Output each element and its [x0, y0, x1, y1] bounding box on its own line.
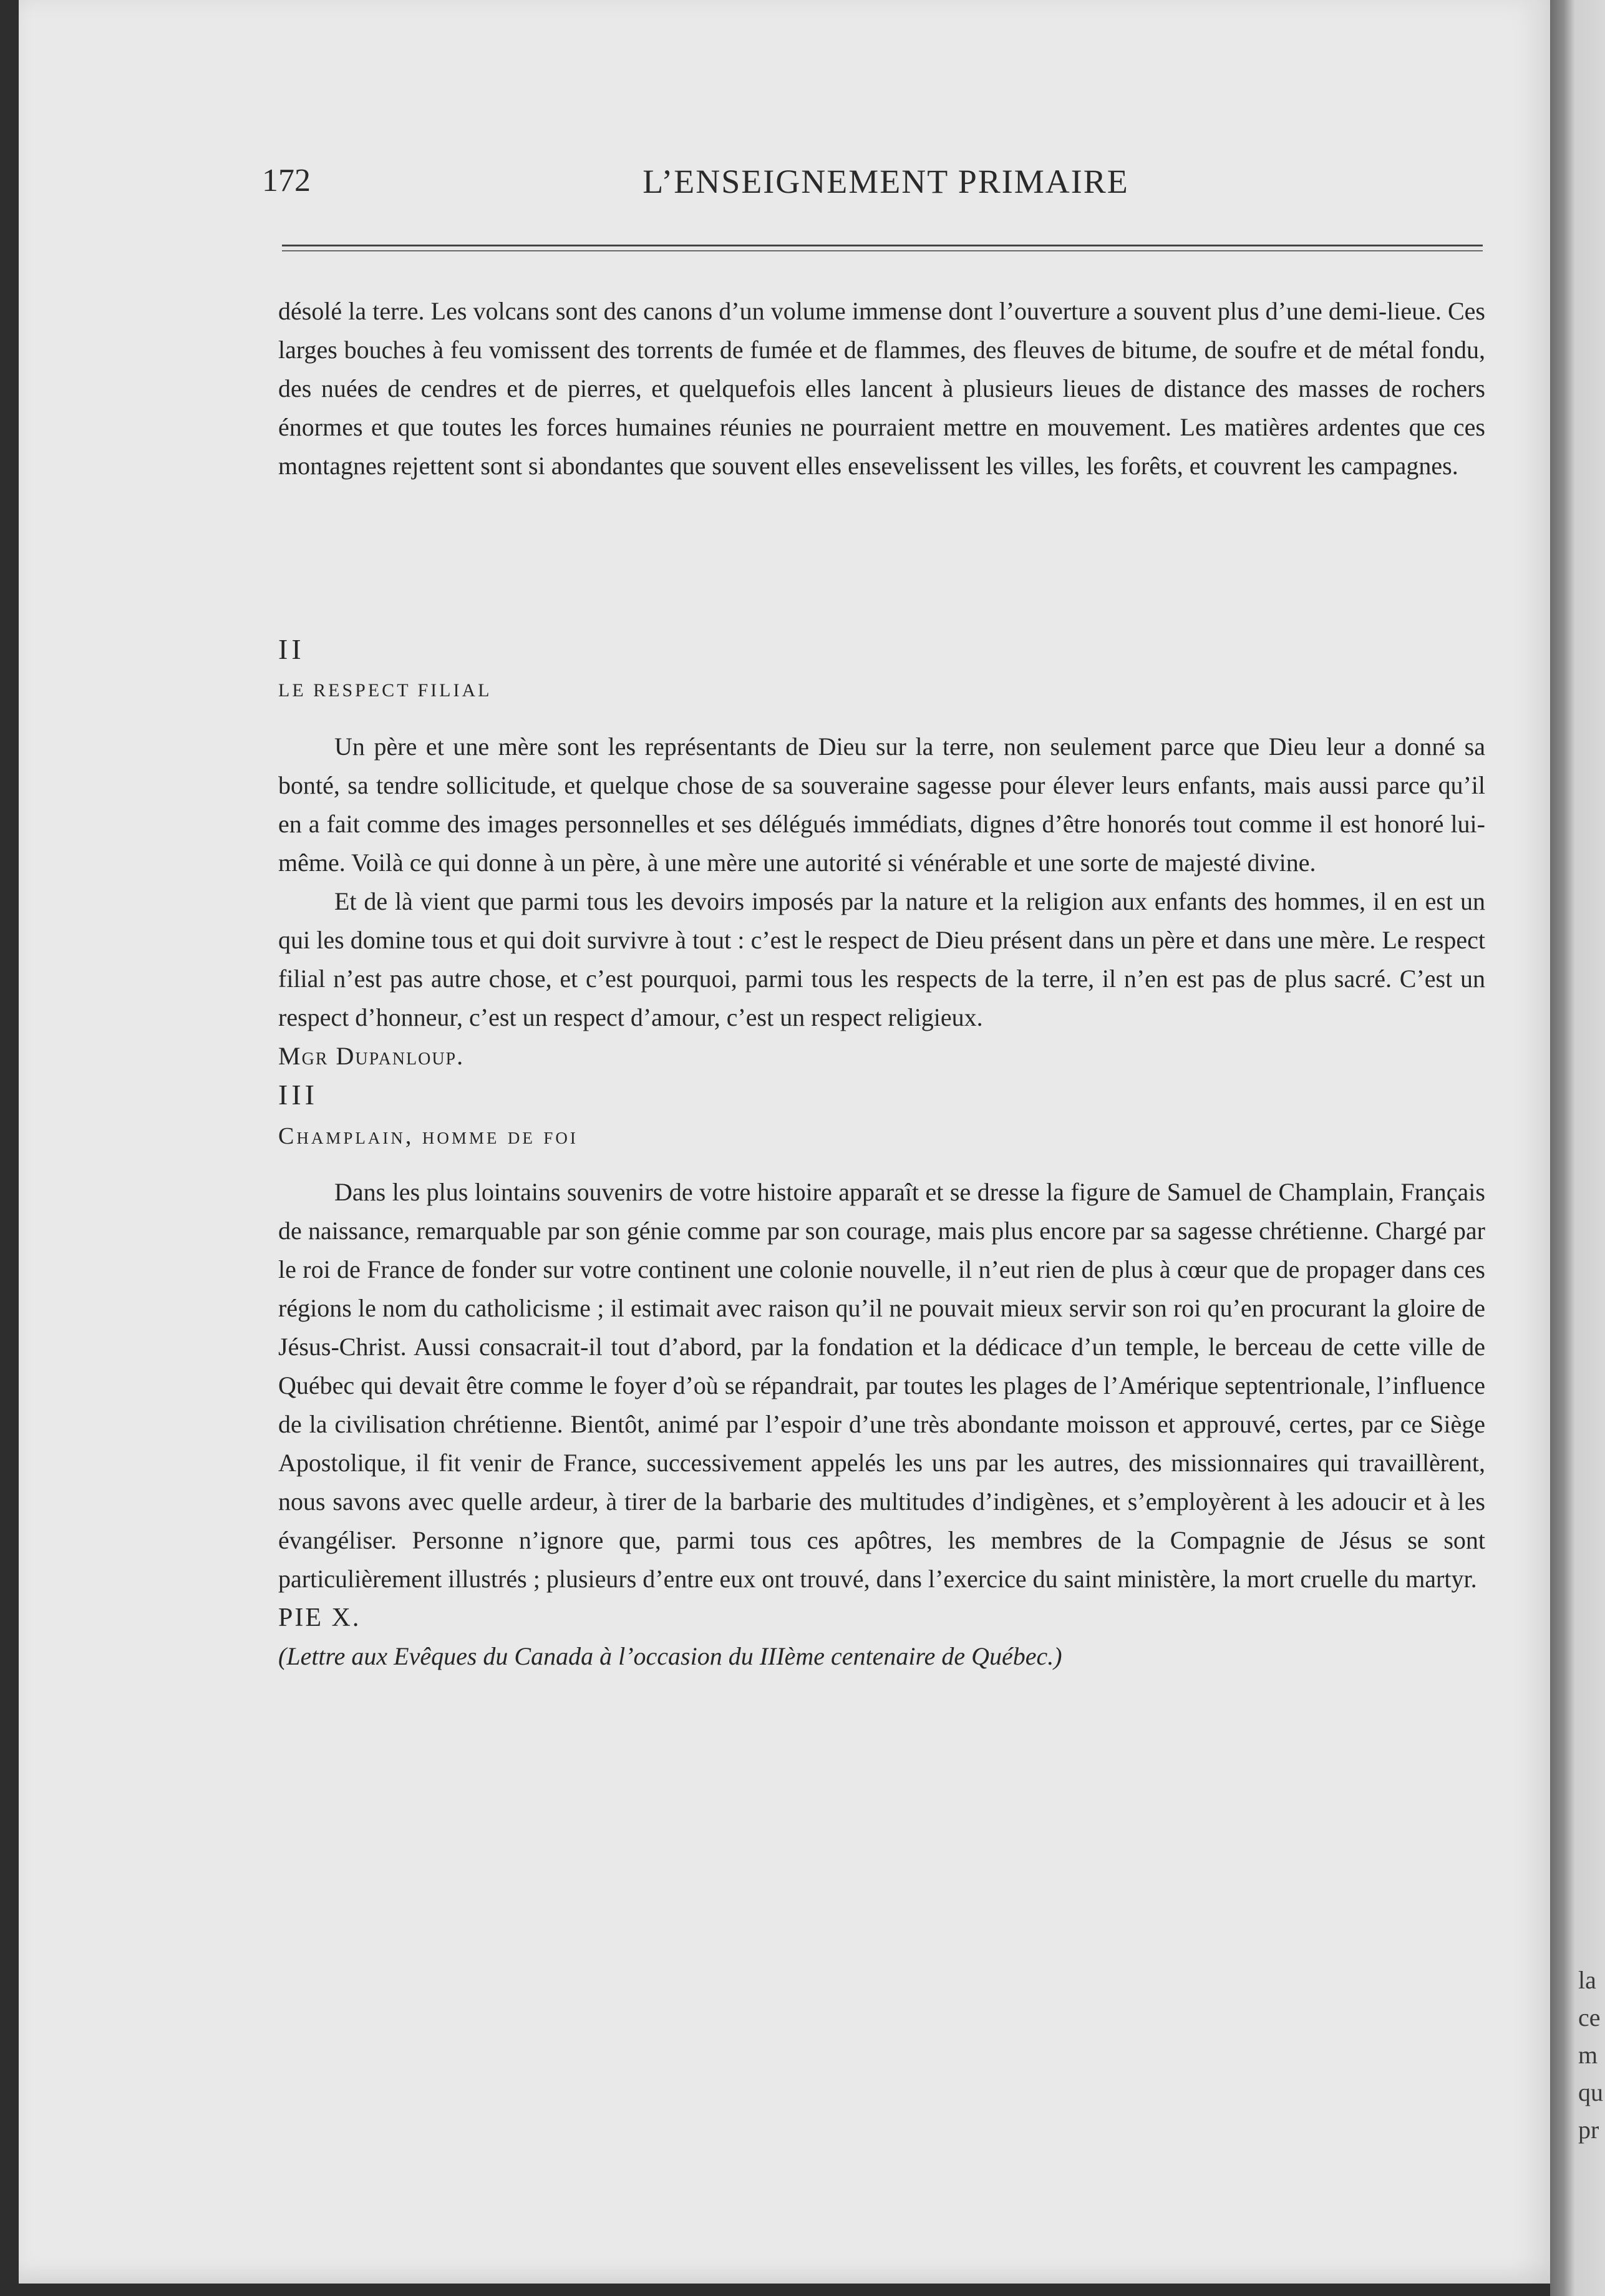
paragraph: Dans les plus lointains souvenirs de votre histoire apparaît et se dresse la figure de Samuel de Champlain, Français de naissance, remarquable par son génie comme par son courage, mais plus encore par sa sagesse chrétienne. Chargé par le roi de France de fonder sur votre continent une colonie nouvelle, il n’eut rien de plus à cœur que de propager dans ces régions le nom du catholicisme ; il estimait avec raison qu’il ne pouvait mieux servir son roi qu’en procurant la gloire de Jésus-Christ. Aussi consacrait-il tout d’abord, par la fondation et la dédicace d’un temple, le berceau de cette ville de Québec qui devait être comme le foyer d’où se répandrait, par toutes les plages de l’Amérique septentrionale, l’influence de la civilisation chrétienne. Bientôt, animé par l’espoir d’une très abondante moisson et approuvé, certes, par ce Siège Apostolique, il fit venir de France, successivement appelés les uns par les autres, des missionnaires qui travaillèrent, nous savons avec quelle ardeur, à tirer de la barbarie des multitudes d’indigènes, et s’employèrent à les adoucir et à les évangéliser. Personne n’ignore que, parmi tous ces apôtres, les membres de la Compagnie de Jésus se sont particulièrement illustrés ; plusieurs d’entre eux ont trouvé, dans l’exercice du saint ministère, la mort cruelle du martyr.: [278, 1178, 1485, 1593]
section-number: II: [278, 633, 305, 665]
page-number: 172: [262, 163, 311, 198]
paragraph: désolé la terre. Les volcans sont des canons d’un volume immense dont l’ouverture a souvent plus d’une demi-lieue. Ces larges bouches à feu vomissent des torrents de fumée et de flammes, des fleuves de bitume, de soufre et de métal fondu, des nuées de cendres et de pierres, et quelquefois elles lancent à plusieurs lieues de distance des masses de rochers énormes et que toutes les forces humaines réunies ne pourraient mettre en mouvement. Les matières ardentes que ces montagnes rejettent sont si abondantes que souvent elles ensevelissent les villes, les forêts, et couvrent les campagnes.: [278, 297, 1485, 480]
author-signature: Mgr Dupanloup.: [278, 1042, 465, 1070]
section-title: Champlain, homme de foi: [278, 1123, 578, 1149]
edge-fragment: la: [1578, 1966, 1596, 1994]
section-2: [278, 630, 1485, 1076]
section-3: [278, 1076, 1485, 1676]
running-title: L’ENSEIGNEMENT PRIMAIRE: [642, 163, 1129, 200]
paragraph: Un père et une mère sont les représentants de Dieu sur la terre, non seulement parce que Dieu leur a donné sa bonté, sa tendre sollicitude, et quelque chose de sa souveraine sagesse pour élever leurs enfants, mais aussi parce qu’il en a fait comme des images personnelles et ses délégués immédiats, dignes d’être honorés tout comme il est honoré lui-même. Voilà ce qui donne à un père, à une mère une autorité si vénérable et une sorte de majesté divine.: [278, 732, 1485, 877]
header-rule: [282, 245, 1483, 251]
page-body: [278, 292, 1485, 1676]
adjacent-page-edge: [1550, 0, 1605, 2296]
edge-fragment: m: [1578, 2041, 1598, 2069]
edge-fragment: pr: [1578, 2116, 1599, 2144]
edge-fragment: ce: [1578, 2003, 1601, 2031]
paragraph: Et de là vient que parmi tous les devoirs imposés par la nature et la religion aux enfants des hommes, il en est un qui les domine tous et qui doit survivre à tout : c’est le respect de Dieu présent dans un père et dans une mère. Le respect filial n’est pas autre chose, et c’est pourquoi, parmi tous les respects de la terre, il n’en est pas de plus sacré. C’est un respect d’honneur, c’est un respect d’amour, c’est un respect religieux.: [278, 887, 1485, 1031]
edge-fragment: qu: [1578, 2078, 1603, 2106]
section-number: III: [278, 1079, 318, 1111]
section-title: LE RESPECT FILIAL: [278, 680, 492, 701]
section-1: [278, 292, 1485, 630]
author-signature: PIE X.: [278, 1603, 361, 1632]
page-header: [262, 155, 1485, 211]
source-citation: (Lettre aux Evêques du Canada à l’occasion du IIIème centenaire de Québec.): [278, 1642, 1062, 1670]
